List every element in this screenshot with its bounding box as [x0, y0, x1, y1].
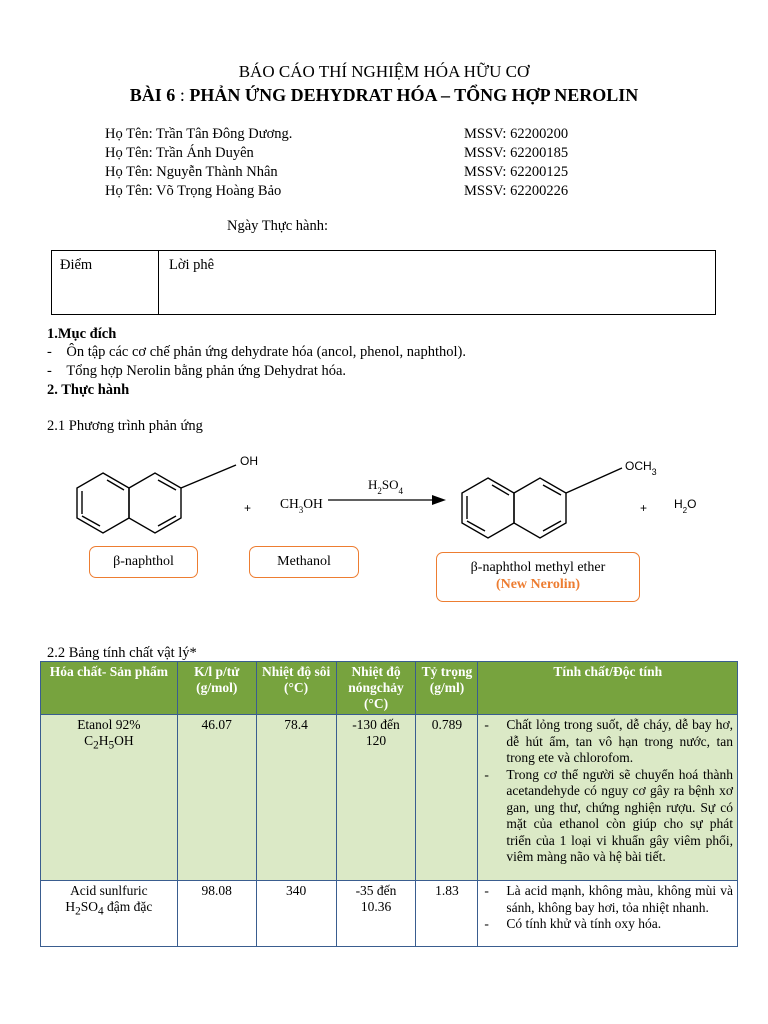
section1-item-text: Tổng hợp Nerolin bằng phản ứng Dehydrat hóa. — [66, 363, 347, 379]
header-properties: Tính chất/Độc tính — [478, 662, 738, 715]
melting-point-cell: -35 đến 10.36 — [336, 881, 416, 947]
methanol-formula: $CH_3OH$ — [280, 496, 323, 515]
header-chemical: Hóa chất- Sản phẩm — [41, 662, 178, 715]
boiling-point-cell: 340 — [256, 881, 336, 947]
properties-table — [40, 661, 738, 947]
lesson-title — [0, 85, 768, 106]
properties-cell — [478, 715, 738, 881]
lesson-number: BÀI 6 — [129, 85, 176, 105]
plus-sign: + — [640, 501, 648, 515]
section1-item-text: Ôn tập các cơ chế phản ứng dehydrate hóa (ancol, phenol, naphthol). — [66, 344, 466, 360]
och3-group: $OCH_3$ — [625, 459, 657, 477]
properties-cell — [478, 881, 738, 947]
property-item: - Là acid mạnh, không màu, không mùi và sánh, không bay hơi, tỏa nhiệt nhanh. — [482, 883, 733, 916]
section21-title: 2.1 Phương trình phản ứng — [47, 418, 203, 434]
chemical-cell — [41, 881, 178, 947]
catalyst-formula: $H_2SO_4$ — [368, 477, 404, 496]
header-density: Tỷ trọng (g/ml) — [416, 662, 478, 715]
water-formula: $H_2O$ — [674, 497, 697, 515]
property-item: - Trong cơ thể người sẽ chuyển hoá thành acetandehyde có nguy cơ gây ra bệnh xơ gan, ung thư, chứng nghiện rượu. Sự có mặt của ethanol còn giúp cho sự phát triển của 1 loại vi khuẩn gây viêm phổi, viêm màng não và hệ bài tiết. — [482, 767, 733, 866]
nerolin-structure — [462, 468, 622, 538]
property-item: - Chất lỏng trong suốt, dễ cháy, dễ bay hơ, dễ hút ẩm, tan vô hạn trong nước, tan trong ete và chlorofom. — [482, 717, 733, 767]
naphthol-structure — [77, 465, 236, 533]
boiling-point-cell: 78.4 — [256, 715, 336, 881]
header-molar-mass: K/l p/tử (g/mol) — [177, 662, 256, 715]
chemical-name: Acid sunlfuric — [70, 883, 148, 898]
melting-point-cell: -130 đến 120 — [336, 715, 416, 881]
member-ids — [464, 125, 568, 201]
oh-group: OH — [240, 454, 258, 468]
section2-title: 2. Thực hành — [47, 382, 130, 398]
reaction-scheme — [0, 440, 768, 610]
density-cell: 1.83 — [416, 881, 478, 947]
ether-label-box — [436, 552, 640, 602]
chemical-formula: $C_2H_5OH$ — [84, 733, 134, 752]
reaction-arrow-head — [432, 495, 446, 505]
methanol-label: Methanol — [277, 554, 331, 569]
member-names — [105, 125, 292, 201]
member-id: MSSV: 62200226 — [464, 183, 569, 199]
property-item: - Có tính khử và tính oxy hóa. — [482, 916, 733, 933]
molar-mass-cell: 98.08 — [177, 881, 256, 947]
lesson-colon: : — [175, 85, 190, 105]
ether-label: β-naphthol methyl ether — [470, 560, 606, 575]
density-cell: 0.789 — [416, 715, 478, 881]
methanol-label-box — [249, 546, 359, 578]
naphthol-label: β-naphthol — [113, 554, 174, 569]
member-id: MSSV: 62200185 — [464, 145, 569, 161]
chemical-name: Etanol 92% — [77, 717, 141, 732]
practice-date-label: Ngày Thực hành: — [227, 218, 329, 234]
grade-label: Điểm — [52, 251, 159, 314]
section1-title: 1.Mục đích — [47, 326, 117, 342]
member-name: Họ Tên: Võ Trọng Hoàng Bảo — [105, 183, 282, 199]
table-row — [41, 881, 738, 947]
table-row — [41, 715, 738, 881]
member-name: Họ Tên: Nguyễn Thành Nhân — [105, 164, 278, 180]
plus-sign: + — [244, 501, 252, 515]
nerolin-label: (New Nerolin) — [495, 577, 581, 592]
table-header-row — [41, 662, 738, 715]
header-boiling-point: Nhiệt độ sôi (°C) — [256, 662, 336, 715]
comment-label: Lời phê — [169, 257, 215, 273]
member-id: MSSV: 62200200 — [464, 126, 569, 142]
header-melting-point: Nhiệt độ nóngchảy (°C) — [336, 662, 416, 715]
naphthol-label-box — [89, 546, 198, 578]
section22-title: 2.2 Bảng tính chất vật lý* — [47, 645, 197, 661]
member-id: MSSV: 62200125 — [464, 164, 569, 180]
grade-box — [51, 250, 716, 315]
section1-item: - Ôn tập các cơ chế phản ứng dehydrate hóa (ancol, phenol, naphthol). — [47, 344, 466, 360]
member-name: Họ Tên: Trần Tân Đông Dương. — [105, 126, 293, 142]
lesson-name: PHẢN ỨNG DEHYDRAT HÓA – TỔNG HỢP NEROLIN — [189, 85, 639, 105]
chemical-cell — [41, 715, 178, 881]
section1-item: - Tổng hợp Nerolin bằng phản ứng Dehydrat hóa. — [47, 363, 347, 379]
molar-mass-cell: 46.07 — [177, 715, 256, 881]
chemical-formula: $H_2SO_4$ đậm đặc — [65, 899, 153, 918]
report-title: BÁO CÁO THÍ NGHIỆM HÓA HỮU CƠ — [238, 62, 530, 81]
member-name: Họ Tên: Trần Ánh Duyên — [105, 145, 254, 161]
